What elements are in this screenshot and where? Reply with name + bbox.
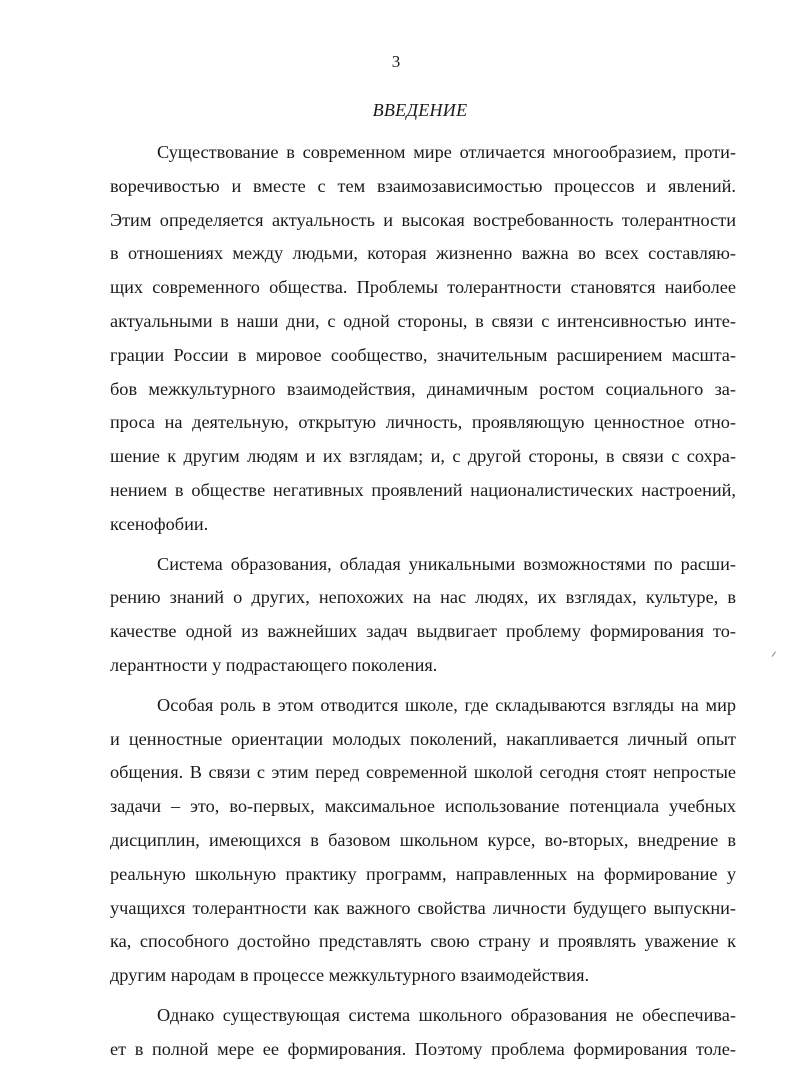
text-line: рению знаний о других, непохожих на нас людях, их взглядах, культуре, в [110,587,736,608]
text-line: шение к другим людям и их взглядам; и, с другой стороны, в связи с сохра- [110,446,736,467]
text-line: задачи – это, во-первых, максимальное использование потенциала учебных [110,796,736,817]
text-line: ет в полной мере ее формирования. Поэтому проблема формирования толе- [110,1038,736,1059]
text-line: нением в обществе негативных проявлений националистических настроений, [110,479,736,500]
text-line: общения. В связи с этим перед современной школой сегодня стоят непростые [110,762,736,783]
paragraph-1 [110,136,736,542]
text-line: проса на деятельную, открытую личность, проявляющую ценностное отно- [110,412,736,433]
section-title: ВВЕДЕНИЕ [372,100,468,120]
body-text [110,136,736,1067]
text-line: Однако существующая система школьного образования не обеспечива- [157,1004,736,1025]
text-line: лерантности у подрастающего поколения. [110,654,438,675]
text-line: бов межкультурного взаимодействия, динамичным ростом социального за- [110,378,736,399]
text-line: Существование в современном мире отличается многообразием, проти- [157,142,736,162]
page-number: 3 [391,52,401,71]
paragraph-4 [110,999,736,1067]
text-line: и ценностные ориентации молодых поколений, накапливается личный опыт [110,728,736,749]
text-line: качестве одной из важнейших задач выдвигает проблему формирования то- [110,621,736,642]
text-line: актуальными в наши дни, с одной стороны, в связи с интенсивностью инте- [110,310,736,331]
text-line: щих современного общества. Проблемы толерантности становятся наиболее [110,277,736,298]
text-line: Этим определяется актуальность и высокая востребованность толерантности [110,209,736,230]
text-line: в отношениях между людьми, которая жизненно важна во всех составляю- [110,243,736,264]
text-line: дисциплин, имеющихся в базовом школьном курсе, во-вторых, внедрение в [110,829,736,850]
text-line: другим народам в процессе межкультурного взаимодействия. [110,965,590,986]
text-line: Особая роль в этом отводится школе, где складываются взгляды на мир [157,694,736,715]
text-line: реальную школьную практику программ, направленных на формирование у [110,863,736,884]
text-line: учащихся толерантности как важного свойства личности будущего выпускни- [110,897,736,918]
text-line: Система образования, обладая уникальными возможностями по расши- [157,553,736,574]
text-line: ксенофобии. [110,513,209,534]
paragraph-2 [110,548,736,683]
text-line: грации России в мировое сообщество, значительным расширением масшта- [110,344,736,365]
text-line: воречивостью и вместе с тем взаимозависимостью процессов и явлений. [110,175,736,196]
paragraph-3 [110,689,736,993]
scan-mark [772,651,779,658]
text-line: ка, способного достойно представлять свою страну и проявлять уважение к [110,931,736,952]
